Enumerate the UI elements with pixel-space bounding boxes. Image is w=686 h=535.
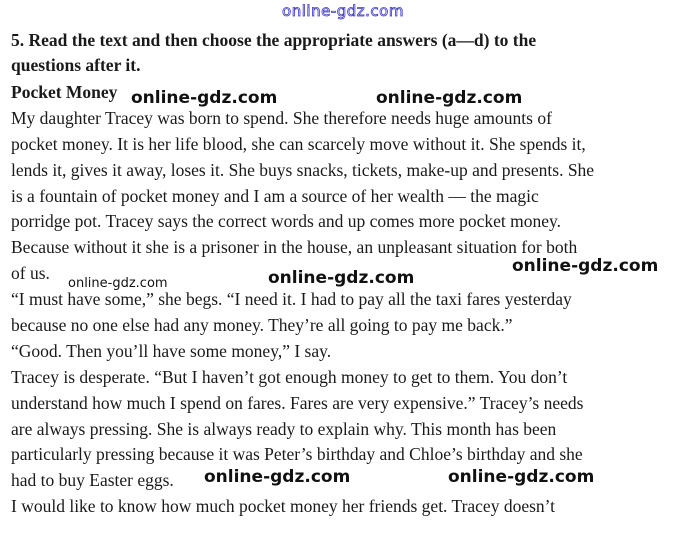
site-watermark: online-gdz.com — [376, 88, 523, 108]
site-watermark: online-gdz.com — [131, 88, 278, 108]
story-line: pocket money. It is her life blood, she can scarcely move without it. She spends it, — [11, 133, 586, 154]
site-watermark: online-gdz.com — [204, 467, 351, 487]
story-line: Because without it she is a prisoner in the house, an unpleasant situation for both — [11, 237, 578, 258]
story-line: of us. — [11, 263, 50, 284]
story-line: Tracey is desperate. “But I haven’t got enough money to get to them. You don’t — [11, 366, 568, 387]
story-line: lends it, gives it away, loses it. She buys snacks, tickets, make-up and presents. She — [11, 159, 595, 180]
story-line: I would like to know how much pocket money her friends get. Tracey doesn’t — [11, 496, 556, 517]
story-line: My daughter Tracey was born to spend. She therefore needs huge amounts of — [11, 107, 552, 128]
site-watermark-top: online-gdz.com — [282, 2, 404, 20]
site-watermark: online-gdz.com — [512, 256, 659, 276]
site-watermark: online-gdz.com — [268, 268, 415, 288]
story-line: because no one else had any money. They’re all going to pay me back.” — [11, 315, 513, 336]
task-heading-line-1: 5. Read the text and then choose the appropriate answers (a—d) to the — [11, 30, 537, 50]
task-heading — [11, 28, 631, 78]
site-watermark: online-gdz.com — [448, 467, 595, 487]
story-title: Pocket Money — [11, 82, 118, 102]
story-line: “Good. Then you’ll have some money,” I say. — [11, 340, 332, 361]
site-watermark: online-gdz.com — [68, 276, 168, 291]
story-line: understand how much I spend on fares. Fares are very expensive.” Tracey’s needs — [11, 392, 584, 413]
story-line: porridge pot. Tracey says the correct words and up comes more pocket money. — [11, 211, 561, 232]
task-heading-line-2: questions after it. — [11, 55, 141, 75]
story-text — [11, 80, 683, 520]
story-line: particularly pressing because it was Peter’s birthday and Chloe’s birthday and she — [11, 444, 583, 465]
story-line: is a fountain of pocket money and I am a source of her wealth — the magic — [11, 185, 539, 206]
story-line: had to buy Easter eggs. — [11, 470, 174, 491]
story-line: “I must have some,” she begs. “I need it. I had to pay all the taxi fares yesterday — [11, 289, 572, 310]
story-line: are always pressing. She is always ready to explain why. This month has been — [11, 418, 557, 439]
